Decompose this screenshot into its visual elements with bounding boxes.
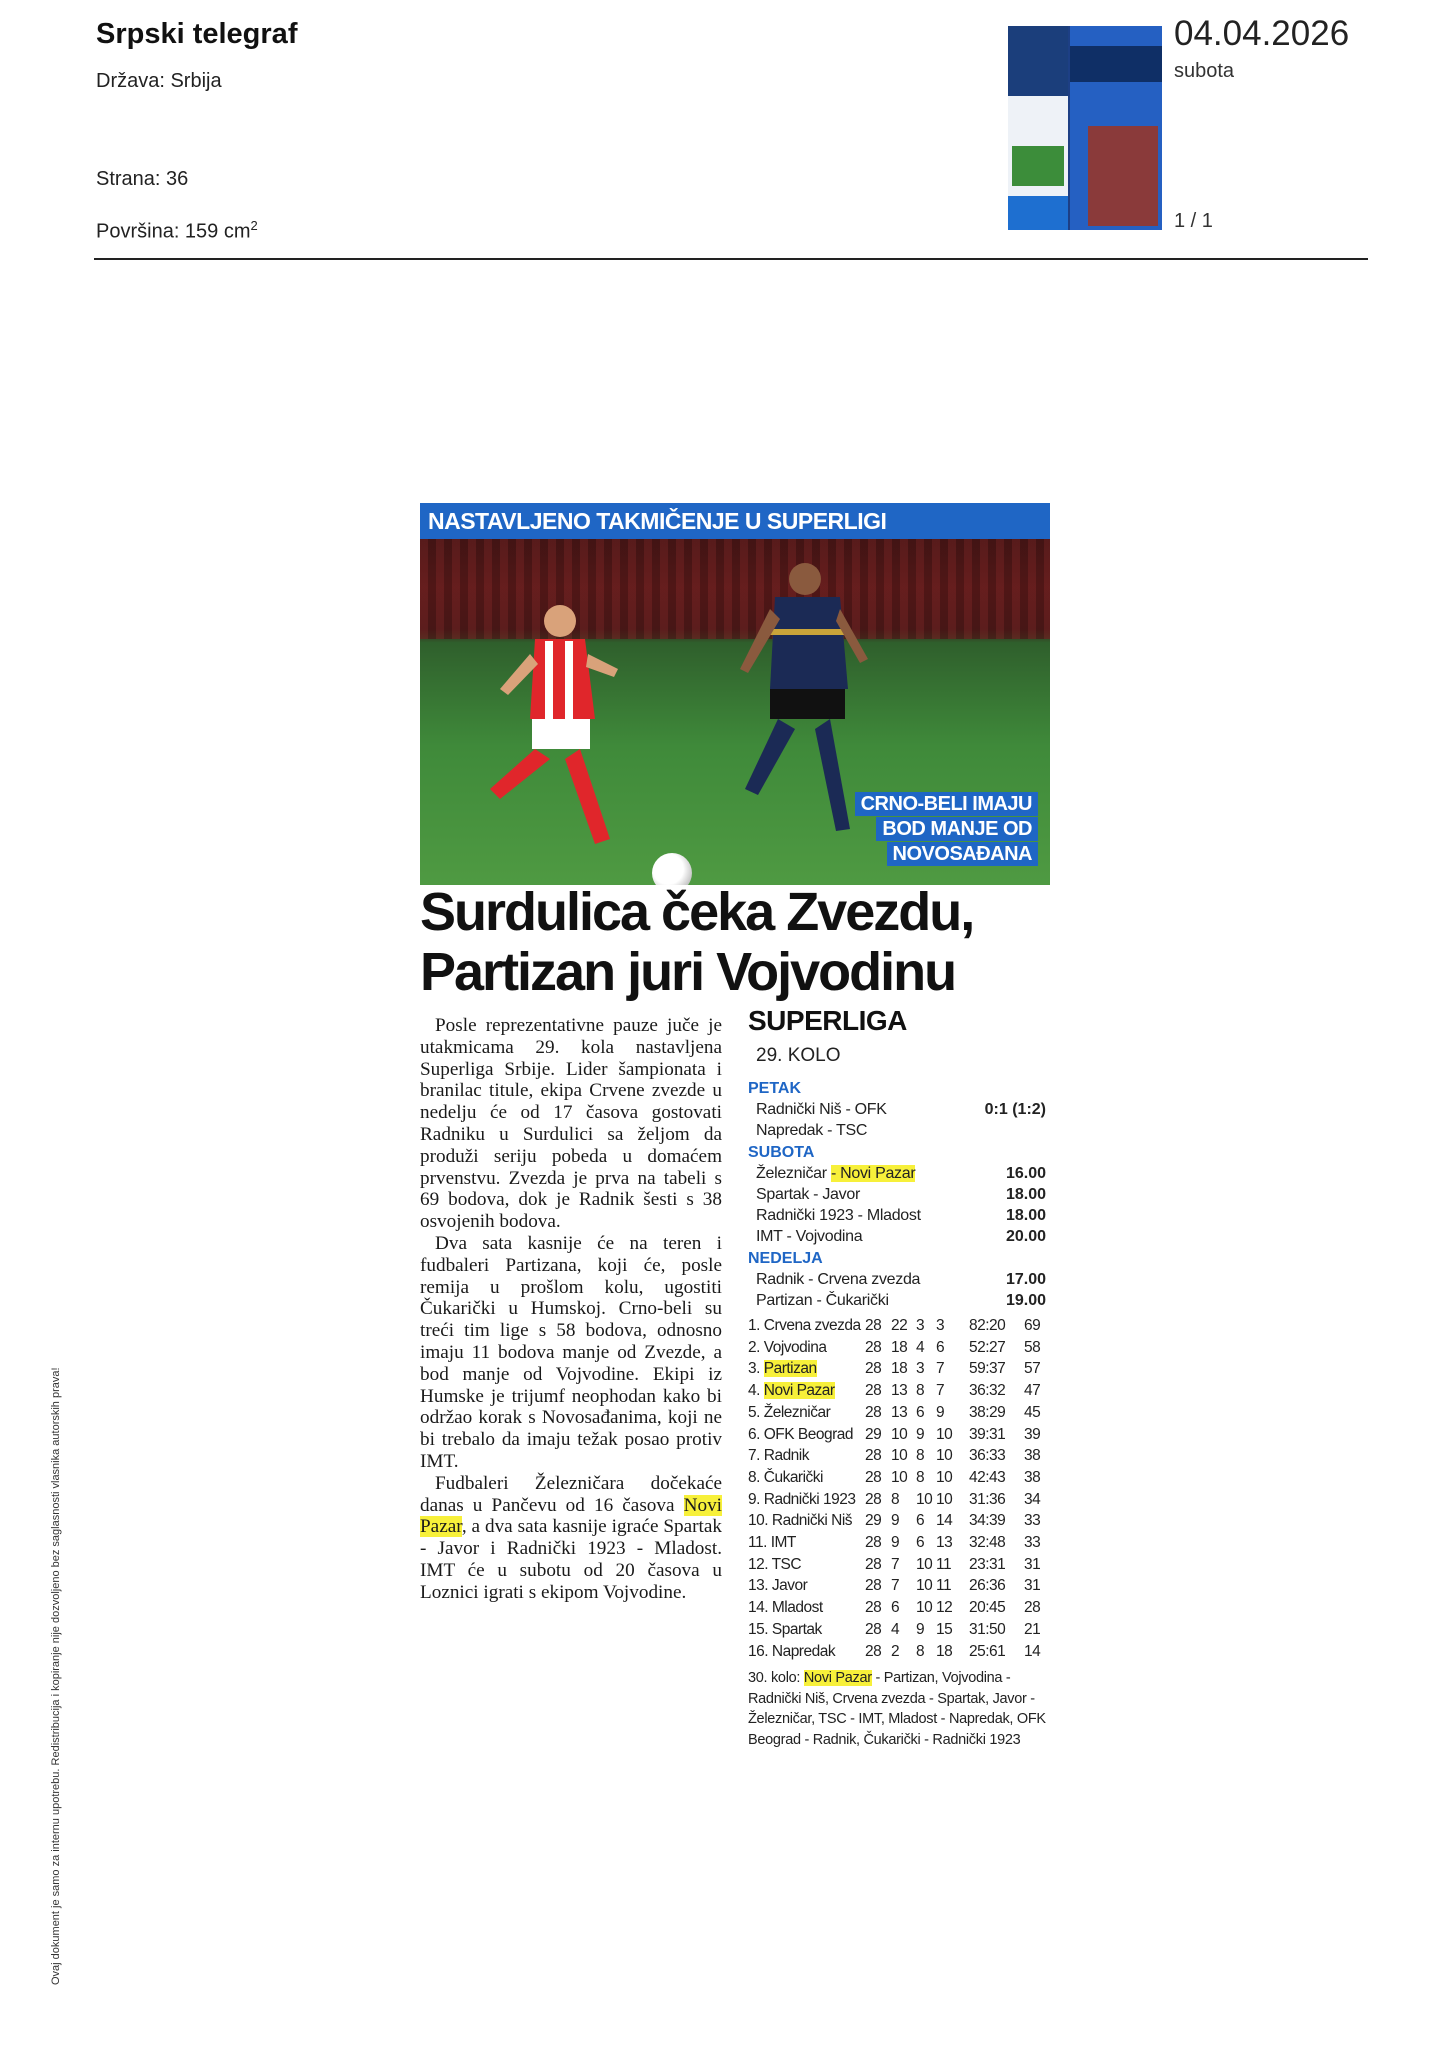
goals-cell: 31:50 [969, 1620, 1006, 1638]
headline-line: Surdulica čeka Zvezdu, [420, 882, 974, 942]
match-teams: Železničar [756, 1165, 831, 1182]
draws-cell: 10 [916, 1555, 933, 1573]
played-cell: 28 [865, 1447, 882, 1465]
team-position [748, 1577, 807, 1595]
played-cell: 28 [865, 1555, 882, 1573]
team-position [748, 1382, 835, 1400]
losses-cell: 10 [936, 1447, 953, 1465]
goals-cell: 38:29 [969, 1403, 1006, 1421]
goals-cell: 23:31 [969, 1555, 1006, 1573]
next-round-fixtures [748, 1668, 1048, 1750]
draws-cell: 9 [916, 1620, 925, 1638]
copyright-note: Ovaj dokument je samo za internu upotrebu. Redistribucija i kopiranje nije dozvoljeno bez saglasnosti vlasnika autorskih prava! [50, 1367, 62, 1985]
team-name: Radnik [763, 1447, 809, 1465]
position-number: 2. [748, 1338, 760, 1356]
match-value: 17.00 [1005, 1271, 1046, 1288]
football-ball [652, 853, 692, 885]
match-teams: IMT - Vojvodina [756, 1228, 863, 1245]
match-teams: Radnički Niš - OFK [756, 1101, 887, 1118]
photo-callout [855, 791, 1038, 866]
team-position [748, 1599, 823, 1617]
header-divider [94, 258, 1368, 260]
draws-cell: 8 [916, 1447, 925, 1465]
points-cell: 33 [1024, 1534, 1041, 1551]
next-round-text: - Partizan, Vojvodina - Radnički Niš, Crvena zvezda - Spartak, Javor - Železničar, TSC - IMT, Mladost - Napredak, OFK Beograd - Radnik, Čukarički - Radnički 1923 [748, 1670, 1046, 1748]
points-cell: 31 [1024, 1555, 1041, 1573]
area-label [96, 218, 258, 244]
area-value: Površina: 159 cm [96, 220, 251, 243]
played-cell: 28 [865, 1338, 882, 1356]
wins-cell: 9 [891, 1534, 900, 1551]
next-round-highlight: Novi Pazar [803, 1670, 872, 1686]
position-number: 15. [748, 1620, 769, 1638]
draws-cell: 6 [916, 1403, 925, 1421]
team-name: Partizan [763, 1360, 817, 1378]
article-photo [420, 539, 1050, 885]
match-teams: Radnik - Crvena zvezda [756, 1271, 921, 1288]
goals-cell: 36:32 [969, 1382, 1006, 1400]
draws-cell: 10 [916, 1599, 933, 1617]
played-cell: 28 [865, 1403, 882, 1421]
team-position [748, 1360, 817, 1378]
team-name: Spartak [771, 1620, 822, 1638]
draws-cell: 10 [916, 1490, 933, 1508]
standings-row [748, 1512, 1046, 1533]
team-position [748, 1643, 835, 1661]
goals-cell: 82:20 [969, 1317, 1006, 1334]
losses-cell: 7 [936, 1382, 945, 1400]
headline-line: Partizan juri Vojvodinu [420, 942, 956, 1002]
losses-cell: 3 [936, 1317, 945, 1334]
wins-cell: 13 [891, 1382, 908, 1400]
article-paragraph [420, 1473, 722, 1604]
goals-cell: 59:37 [969, 1360, 1006, 1378]
team-position [748, 1447, 809, 1465]
team-position [748, 1512, 852, 1530]
match-value: 16.00 [1005, 1165, 1046, 1182]
team-position [748, 1339, 826, 1357]
played-cell: 28 [865, 1490, 882, 1508]
position-number: 16. [748, 1642, 769, 1660]
standings-row [748, 1469, 1046, 1490]
match-value: 0:1 (1:2) [984, 1101, 1046, 1118]
played-cell: 28 [865, 1382, 882, 1400]
team-position [748, 1404, 830, 1422]
points-cell: 39 [1024, 1425, 1041, 1443]
wins-cell: 10 [891, 1425, 908, 1443]
wins-cell: 18 [891, 1360, 908, 1378]
match-teams: Partizan - Čukarički [756, 1292, 889, 1309]
goals-cell: 31:36 [969, 1490, 1006, 1508]
wins-cell: 4 [891, 1620, 900, 1638]
goals-cell: 32:48 [969, 1534, 1006, 1551]
team-name: TSC [771, 1555, 802, 1573]
paragraph-text: , a dva sata kasnije igraće Spartak - Javor i Radnički 1923 - Mladost. IMT će u subotu od 20 časova u Loznici igrati s ekipom Vojvodine. [420, 1516, 722, 1603]
played-cell: 29 [865, 1425, 882, 1443]
standings-row [748, 1404, 1046, 1425]
losses-cell: 6 [936, 1338, 945, 1356]
standings-row [748, 1447, 1046, 1468]
position-number: 3. [748, 1360, 760, 1378]
goals-cell: 26:36 [969, 1577, 1006, 1595]
draws-cell: 8 [916, 1468, 925, 1486]
draws-cell: 3 [916, 1360, 925, 1378]
table-title: SUPERLIGA [748, 1005, 907, 1036]
article-paragraph: Posle reprezentativne pauze juče je utakmicama 29. kola nastavljena Superliga Srbije. Lider šampionata i branilac titule, ekipa Crvene zvezde u nedelju će od 17 časova gostovati Radniku u Surdulici sa željom da produži seriju pobeda u domaćem prvenstvu. Zvezda je prva na tabeli s 69 bodova, dok je Radnik šesti s 38 osvojenih bodova. [420, 1015, 722, 1233]
publication-title: Srpski telegraf [96, 18, 298, 50]
standings-row [748, 1556, 1046, 1577]
match-row [756, 1292, 1046, 1312]
standings-row [748, 1317, 1046, 1338]
played-cell: 29 [865, 1512, 882, 1530]
match-teams: Radnički 1923 - Mladost [756, 1207, 921, 1224]
losses-cell: 10 [936, 1490, 953, 1508]
losses-cell: 13 [936, 1534, 953, 1551]
standings-row [748, 1534, 1046, 1555]
draws-cell: 6 [916, 1534, 925, 1551]
wins-cell: 9 [891, 1512, 900, 1530]
goals-cell: 36:33 [969, 1447, 1006, 1465]
losses-cell: 11 [936, 1577, 952, 1595]
match-row [756, 1228, 1046, 1248]
team-name: Mladost [771, 1599, 823, 1617]
team-position [748, 1556, 801, 1574]
match-value: 20.00 [1005, 1228, 1046, 1245]
draws-cell: 6 [916, 1512, 925, 1530]
match-row [756, 1186, 1046, 1206]
page-count: 1 / 1 [1174, 210, 1213, 232]
losses-cell: 18 [936, 1642, 953, 1660]
losses-cell: 14 [936, 1512, 953, 1530]
points-cell: 33 [1024, 1512, 1041, 1530]
issue-date: 04.04.2026 [1174, 14, 1350, 53]
standings-row [748, 1339, 1046, 1360]
match-row [756, 1101, 1046, 1121]
draws-cell: 8 [916, 1382, 925, 1400]
team-name: Crvena zvezda [763, 1317, 861, 1334]
played-cell: 28 [865, 1642, 882, 1660]
losses-cell: 9 [936, 1403, 945, 1421]
match-value: 18.00 [1005, 1186, 1046, 1203]
callout-line: BOD MANJE OD [876, 817, 1038, 841]
position-number: 6. [748, 1425, 760, 1443]
standings-row [748, 1599, 1046, 1620]
page-thumbnail[interactable] [1008, 26, 1162, 230]
position-number: 4. [748, 1382, 760, 1400]
player-dark-blue-figure [740, 559, 870, 839]
draws-cell: 8 [916, 1642, 925, 1660]
wins-cell: 7 [891, 1577, 900, 1595]
team-position [748, 1426, 853, 1444]
match-row [756, 1165, 1046, 1185]
points-cell: 31 [1024, 1577, 1041, 1595]
points-cell: 45 [1024, 1403, 1041, 1421]
article-headline [420, 882, 1060, 1002]
page-label: Strana: 36 [96, 168, 189, 190]
points-cell: 34 [1024, 1490, 1041, 1508]
draws-cell: 9 [916, 1425, 925, 1443]
draws-cell: 3 [916, 1317, 925, 1334]
paragraph-text: Fudbaleri Železničara dočekaće danas u Pančevu od 16 časova [420, 1472, 722, 1516]
highlighted-text: Novi Pazar [420, 1494, 722, 1538]
losses-cell: 15 [936, 1620, 953, 1638]
wins-cell: 6 [891, 1599, 900, 1617]
standings-row [748, 1643, 1046, 1664]
callout-line: NOVOSAĐANA [887, 842, 1038, 866]
goals-cell: 39:31 [969, 1425, 1006, 1443]
points-cell: 47 [1024, 1382, 1041, 1400]
points-cell: 21 [1024, 1620, 1041, 1638]
standings-row [748, 1577, 1046, 1598]
draws-cell: 10 [916, 1577, 933, 1595]
team-name: Železničar [763, 1403, 831, 1421]
points-cell: 14 [1024, 1642, 1041, 1660]
team-position [748, 1469, 823, 1487]
position-number: 12. [748, 1555, 769, 1573]
wins-cell: 7 [891, 1555, 900, 1573]
points-cell: 38 [1024, 1468, 1041, 1486]
played-cell: 28 [865, 1577, 882, 1595]
played-cell: 28 [865, 1534, 882, 1551]
team-position [748, 1317, 861, 1335]
position-number: 13. [748, 1577, 769, 1595]
position-number: 9. [748, 1490, 760, 1508]
standings-row [748, 1382, 1046, 1403]
position-number: 11. [748, 1534, 767, 1551]
team-name: Javor [771, 1577, 808, 1595]
match-teams-highlight: - Novi Pazar [830, 1165, 916, 1182]
played-cell: 28 [865, 1599, 882, 1617]
points-cell: 28 [1024, 1599, 1041, 1617]
standings-row [748, 1360, 1046, 1381]
article-body [420, 1015, 722, 1604]
position-number: 7. [748, 1447, 760, 1465]
standings-row [748, 1491, 1046, 1512]
wins-cell: 18 [891, 1338, 908, 1356]
article-paragraph: Dva sata kasnije će na teren i fudbaleri Partizana, koji će, posle remija u prošlom kolu, ugostiti Čukarički u Humskoj. Crno-beli su treći tim lige s 58 bodova, odnosno imaju 11 bodova manje od Zvezde, a bod manje od Vojvodine. Ekipi iz Humske je trijumf neophodan kako bi održao korak s Novosađanima, koji ne bi trebalo da imaju težak posao protiv IMT. [420, 1232, 722, 1472]
played-cell: 28 [865, 1317, 882, 1334]
played-cell: 28 [865, 1620, 882, 1638]
match-teams: Spartak - Javor [756, 1186, 860, 1203]
day-heading: SUBOTA [748, 1144, 815, 1161]
team-name: Vojvodina [763, 1338, 827, 1356]
wins-cell: 10 [891, 1468, 908, 1486]
goals-cell: 52:27 [969, 1338, 1006, 1356]
wins-cell: 10 [891, 1447, 908, 1465]
points-cell: 69 [1024, 1317, 1041, 1334]
losses-cell: 12 [936, 1599, 953, 1617]
goals-cell: 20:45 [969, 1599, 1006, 1617]
team-name: Čukarički [763, 1468, 823, 1486]
losses-cell: 11 [936, 1555, 952, 1573]
standings-row [748, 1426, 1046, 1447]
team-name: Radnički Niš [771, 1512, 853, 1530]
article-kicker: NASTAVLJENO TAKMIČENJE U SUPERLIGI [420, 503, 1050, 539]
country-label: Država: Srbija [96, 70, 222, 92]
standings-row [748, 1621, 1046, 1642]
points-cell: 57 [1024, 1360, 1041, 1378]
team-name: IMT [770, 1534, 796, 1551]
points-cell: 58 [1024, 1338, 1041, 1356]
losses-cell: 10 [936, 1425, 953, 1443]
played-cell: 28 [865, 1360, 882, 1378]
match-teams: Napredak - TSC [756, 1122, 868, 1139]
draws-cell: 4 [916, 1338, 925, 1356]
goals-cell: 42:43 [969, 1468, 1006, 1486]
position-number: 8. [748, 1468, 760, 1486]
goals-cell: 25:61 [969, 1642, 1006, 1660]
goals-cell: 34:39 [969, 1512, 1006, 1530]
wins-cell: 8 [891, 1490, 900, 1508]
wins-cell: 22 [891, 1317, 908, 1334]
match-row [756, 1122, 1046, 1142]
match-row [756, 1271, 1046, 1291]
player-red-white-figure [490, 599, 620, 859]
team-position [748, 1534, 796, 1552]
issue-weekday: subota [1174, 60, 1235, 82]
match-value: 19.00 [1005, 1292, 1046, 1309]
team-name: Radnički 1923 [763, 1490, 856, 1508]
team-name: OFK Beograd [763, 1425, 854, 1443]
position-number: 5. [748, 1403, 760, 1421]
team-name: Novi Pazar [763, 1382, 835, 1400]
team-position [748, 1491, 855, 1509]
team-name: Napredak [771, 1642, 836, 1660]
wins-cell: 13 [891, 1403, 908, 1421]
losses-cell: 7 [936, 1360, 945, 1378]
points-cell: 38 [1024, 1447, 1041, 1465]
position-number: 1. [748, 1317, 760, 1334]
position-number: 14. [748, 1599, 769, 1617]
losses-cell: 10 [936, 1468, 953, 1486]
wins-cell: 2 [891, 1642, 900, 1660]
callout-line: CRNO-BELI IMAJU [855, 792, 1038, 816]
table-round: 29. KOLO [756, 1045, 841, 1066]
day-heading: NEDELJA [748, 1250, 823, 1267]
day-heading: PETAK [748, 1080, 802, 1097]
match-value: 18.00 [1005, 1207, 1046, 1224]
position-number: 10. [748, 1512, 769, 1530]
next-round-text: 30. kolo: [748, 1670, 804, 1686]
played-cell: 28 [865, 1468, 882, 1486]
team-position [748, 1621, 822, 1639]
match-row [756, 1207, 1046, 1227]
area-exponent: 2 [250, 218, 258, 233]
